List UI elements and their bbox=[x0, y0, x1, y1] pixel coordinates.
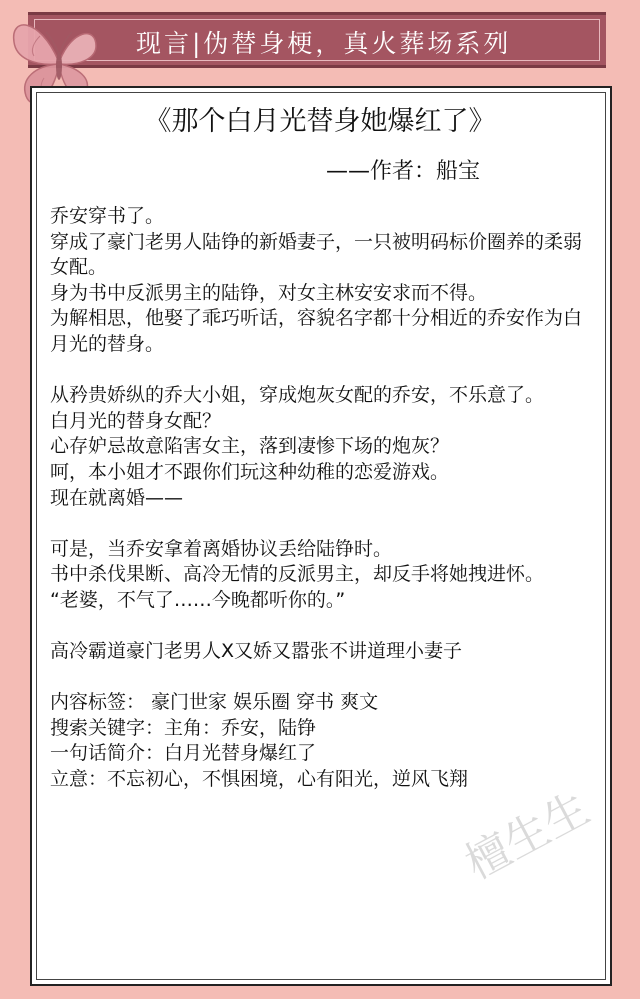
synopsis-line: 高冷霸道豪门老男人X又娇又嚣张不讲道理小妻子 bbox=[50, 640, 463, 663]
synopsis-line: 乔安穿书了。 bbox=[50, 205, 165, 227]
synopsis-line: 白月光的替身女配？ bbox=[50, 409, 222, 432]
watermark-stamp: 檀生生 bbox=[457, 782, 598, 890]
synopsis bbox=[50, 204, 600, 793]
synopsis-line: 可是，当乔安拿着离婚协议丢给陆铮时。 bbox=[50, 537, 393, 560]
theme-line: 立意：不忘初心，不惧困境，心有阳光，逆风飞翔 bbox=[50, 768, 469, 791]
book-author: ——作者：船宝 bbox=[326, 159, 481, 184]
header-title: 现言|伪替身梗，真火葬场系列 bbox=[136, 29, 512, 58]
synopsis-line: 呵，本小姐才不跟你们玩这种幼稚的恋爱游戏。 bbox=[50, 460, 450, 483]
keywords-line: 搜索关键字：主角：乔安，陆铮 bbox=[50, 716, 317, 739]
synopsis-line: “老婆，不气了……今晚都听你的。” bbox=[50, 588, 346, 611]
tags-line: 内容标签： 豪门世家 娱乐圈 穿书 爽文 bbox=[50, 691, 379, 714]
synopsis-line: 身为书中反派男主的陆铮，对女主林安安求而不得。 bbox=[50, 281, 488, 304]
synopsis-line: 从矜贵娇纵的乔大小姐，穿成炮灰女配的乔安，不乐意了。 bbox=[50, 384, 545, 407]
synopsis-line: 为解相思，他娶了乖巧听话，容貌名字都十分相近的乔安作为白月光的替身。 bbox=[50, 307, 583, 355]
synopsis-line: 穿成了豪门老男人陆铮的新婚妻子，一只被明码标价圈养的柔弱女配。 bbox=[50, 230, 583, 279]
synopsis-line: 现在就离婚—— bbox=[50, 486, 184, 509]
synopsis-line: 心存妒忌故意陷害女主，落到凄惨下场的炮灰？ bbox=[50, 435, 450, 458]
summary-line: 一句话简介：白月光替身爆红了 bbox=[50, 742, 317, 765]
book-title: 《那个白月光替身她爆红了》 bbox=[144, 106, 496, 137]
synopsis-line: 书中杀伐果断、高冷无情的反派男主，却反手将她拽进怀。 bbox=[50, 563, 545, 586]
